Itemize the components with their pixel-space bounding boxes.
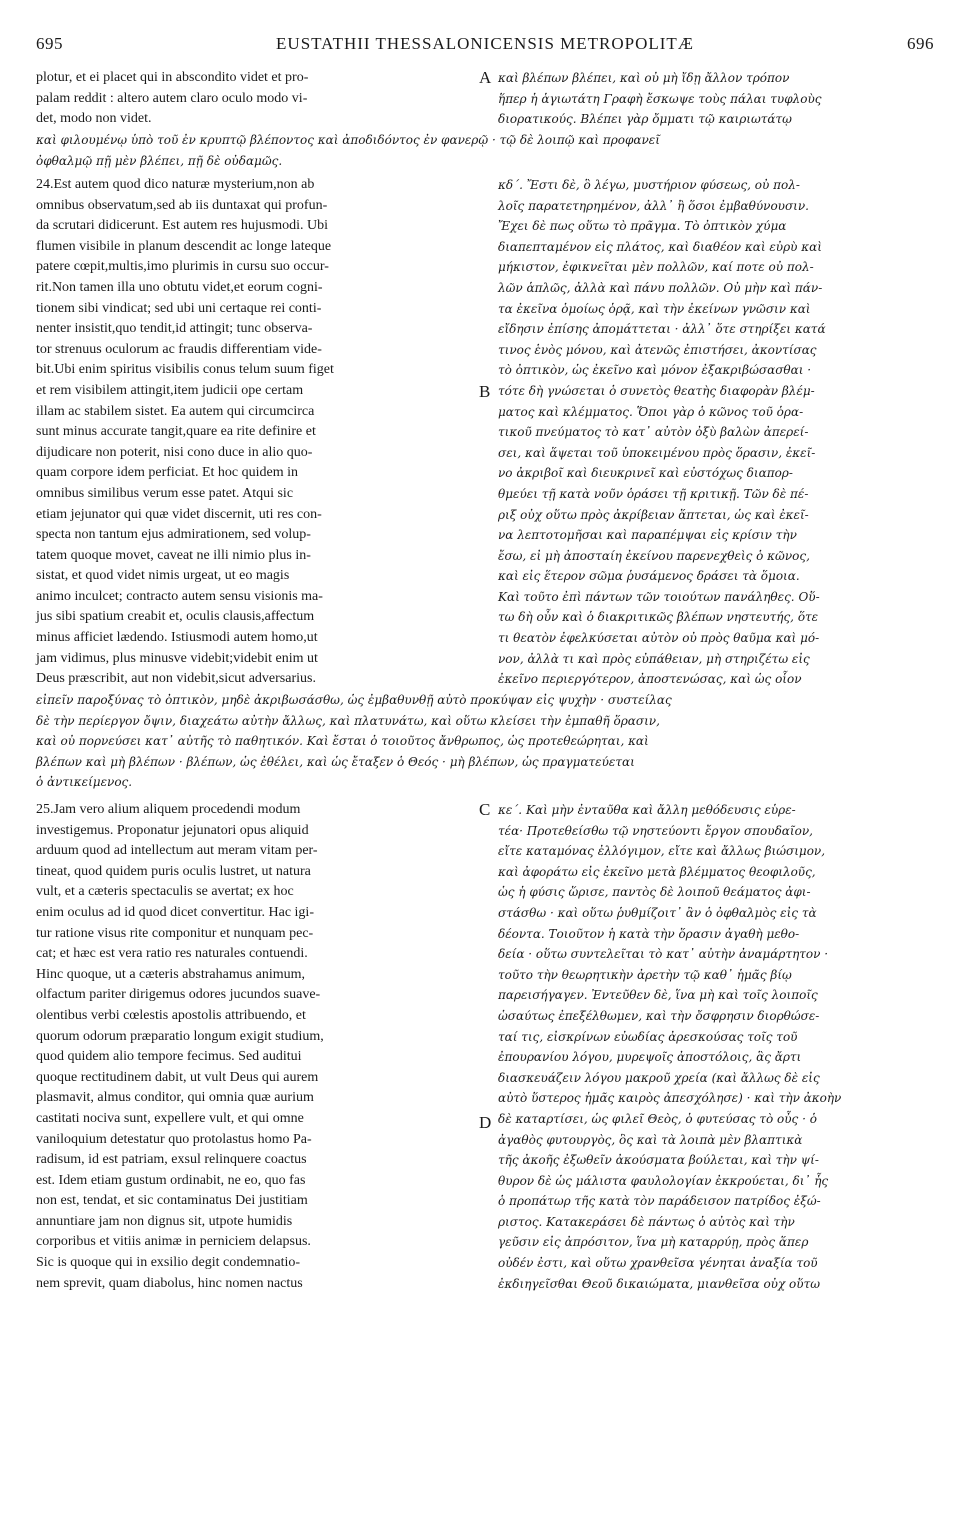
section-marker-a: A — [479, 68, 492, 87]
latin-text-line: radisum, id est patriam, exsul relinquere coactus — [36, 1152, 307, 1168]
greek-text-line: ριστος. Κατακεράσει δὲ πάντως ὁ αὐτὸς καὶ τὴν — [498, 1214, 795, 1229]
greek-text-line: τινος ἑνὸς μόνου, καὶ ἀτενῶς ἐπιστήσει, ἀκοντίσας — [498, 342, 817, 357]
greek-text-line: νο ἀκριβοῖ καὶ διευκρινεῖ καὶ εὐστόχως διαπορ- — [498, 466, 793, 481]
latin-text-line: jus sibi spatium creabit et, oculis clausis,affectum — [36, 609, 315, 625]
latin-column-block-1 — [36, 68, 476, 130]
section-marker-d: D — [479, 1113, 492, 1132]
latin-text-line: sistat, et quod videt nimis urgeat, ut eo magis — [36, 568, 290, 584]
greek-text-line: στάσθω · καὶ οὕτω ῥυθμίζοιτ᾽ ἂν ὁ ὀφθαλμὸς εἰς τὰ — [498, 905, 817, 920]
greek-text-line: λοῖς παρατετηρημένον, ἀλλ᾽ ἢ ὅσοι ἐμβαθύνουσιν. — [498, 198, 809, 213]
latin-text-line: castitati nociva sunt, expellere vult, et qui omne — [36, 1110, 304, 1126]
latin-text-line: est. Idem etiam gustum ordinabit, ne eo, quo fas — [36, 1172, 306, 1188]
latin-text-line: olfactum pariter dirigemus odores jucundos suave- — [36, 987, 321, 1003]
greek-text-line: θμεύει τῇ κατὰ νοῦν ὁράσει τῇ κριτικῇ. Τῶν δὲ πέ- — [498, 486, 809, 501]
page-number-right: 696 — [906, 34, 934, 53]
latin-text-line: bit.Ubi enim spiritus visibilis conus telum suum figet — [36, 362, 334, 378]
latin-text-line: quod quidem alio tempore fecimus. Sed auditui — [36, 1049, 302, 1065]
latin-text-line: enim oculus ad id quod dicet convertitur. Hac igi- — [36, 904, 314, 920]
greek-text-line: τοῦτο τὴν θεωρητικὴν ἀρετὴν τῷ καθ᾽ ἡμᾶς βίῳ — [498, 967, 792, 982]
greek-text-line: τῆς ἀκοῆς ἐξωθεῖν ἀκούσματα βούλεται, καὶ τὴν ψί- — [498, 1153, 819, 1168]
greek-text-line: καὶ ἀφοράτω εἰς ἐκεῖνο μετὰ βλέμματος θεοφιλοῦς, — [498, 864, 816, 879]
greek-text-line: σει, καὶ ἅψεται τοῦ ὑποκειμένου πρὸς ὅρασιν, ἐκεῖ- — [498, 445, 816, 460]
greek-full-width-block-2 — [36, 690, 672, 793]
latin-text-line: vaniloquium detestatur quo protolastus homo Pa- — [36, 1131, 312, 1147]
greek-text-line: ὁ προπάτωρ τῆς κατὰ τὸν παράδεισον πατρίδος ἐξώ- — [498, 1194, 821, 1209]
latin-text-line: quorum odorum præparatio longum exigit studium, — [36, 1028, 324, 1044]
greek-text-line: ἐπουρανίου λόγου, μυρεψοῖς ἀποστόλοις, ἃς ἄρτι — [498, 1050, 802, 1065]
latin-text-line: palam reddit : altero autem claro oculo modo vi- — [36, 90, 308, 106]
greek-text-line: παρεισήγαγεν. Ἐντεῦθεν δὲ, ἵνα μὴ καὶ τοῖς λοιποῖς — [498, 988, 818, 1003]
greek-text-line: τω δὴ οὖν καὶ ὁ διακριτικῶς βλέπων νηστευτής, ὅτε — [498, 610, 819, 625]
latin-text-line: tatem quoque movet, caveat ne illi nimio plus in- — [36, 547, 311, 563]
latin-text-line: patere cœpit,multis,imo plurimis in cursu suo occur- — [36, 259, 329, 275]
greek-text-line: καὶ βλέπων βλέπει, καὶ οὐ μὴ ἴδῃ ἄλλον τρόπον — [498, 71, 790, 85]
latin-text-line: arduum quod ad intellectum aut meram vitam per- — [36, 843, 318, 859]
greek-text-line: νον, ἀλλὰ τι καὶ πρὸς εὐπάθειαν, μὴ στηριζέτω εἰς — [498, 651, 810, 666]
greek-text-line: θυρον δὲ ὡς μάλιστα φαυλολογίαν ἐκκρούεται, δι᾽ ἧς — [498, 1173, 829, 1188]
greek-text-line: γεῦσιν εἰς ἀπρόσιτον, ἵνα μὴ καταρρύῃ, πρὸς ἅπερ — [498, 1235, 809, 1250]
latin-text-line: det, modo non videt. — [36, 111, 152, 127]
greek-full-width-line: ὁ ἀντικείμενος. — [36, 775, 133, 790]
greek-text-line: διαπεπταμένον εἰς πλάτος, καὶ διαθέον καὶ εὐρὺ καὶ — [498, 239, 822, 254]
latin-text-line: plotur, et ei placet qui in abscondito videt et pro- — [36, 70, 309, 85]
latin-text-line: corporibus et vitiis animæ in perniciem delapsus. — [36, 1234, 311, 1250]
greek-column-block-1 — [498, 68, 938, 130]
section-marker-b: B — [479, 382, 491, 401]
greek-text-line: τα ἐκεῖνα ὁμοίως ὁρᾷ, καὶ τὴν ἐκείνων γνῶσιν καὶ — [498, 301, 811, 316]
greek-text-line: ἀγαθὸς φυτουργὸς, ὃς καὶ τὰ λοιπὰ μὲν βλαπτικὰ — [498, 1132, 803, 1147]
greek-text-line: ματος καὶ κλέμματος. Ὅποι γὰρ ὁ κῶνος τοῦ ὁρα- — [498, 404, 804, 419]
greek-text-line: τότε δὴ γνώσεται ὁ συνετὸς θεατὴς διαφορὰν βλέμ- — [498, 383, 815, 398]
greek-text-line: τέα· Προτεθείσθω τῷ νηστεύοντι ἔργον σπουδαῖον, — [498, 823, 813, 838]
latin-text-line: quam corpore idem perficiat. Et hoc quidem in — [36, 465, 299, 481]
latin-text-line: tor strenuus oculorum ac fraudis differentiam vide- — [36, 341, 322, 357]
latin-text-line: annuntiare jam non dignus sit, utpote humidis — [36, 1213, 293, 1229]
greek-text-line: μήκιστον, ἐφικνεῖται μὲν πολλῶν, καί ποτε οὐ πολ- — [498, 260, 814, 275]
greek-text-line: τικοῦ πνεύματος τὸ κατ᾽ αὐτὸν ὀξὺ βαλὼν ἀπερεί- — [498, 425, 809, 440]
greek-column-block-2 — [498, 175, 938, 690]
greek-text-line: δὲ καταρτίσει, ὡς φιλεῖ Θεὸς, ὁ φυτεύσας τὸ οὖς · ὁ — [498, 1111, 817, 1126]
greek-full-width-line: βλέπων καὶ μὴ βλέπων · βλέπων, ὡς ἐθέλει, καὶ ὡς ἔταξεν ὁ Θεός · μὴ βλέπων, ὡς πραγματεύεται — [36, 754, 635, 769]
greek-text-line: ριξ οὐχ οὕτω πρὸς ἀκρίβειαν ἅπτεται, ὡς καὶ ἐκεῖ- — [498, 507, 809, 522]
latin-text-line: specta non tantum ejus admirationem, sed volup- — [36, 527, 311, 543]
latin-text-line: olentibus verbi cœlestis apostolis attribuendo, et — [36, 1007, 306, 1023]
section-marker-c: C — [479, 800, 491, 819]
greek-text-line: διορατικούς. Βλέπει γὰρ ὄμματι τῷ καιριωτάτῳ — [498, 112, 792, 127]
greek-text-line: ταί τις, εἰσκρίνων εὐωδίας ἀρεσκούσας τοῖς τοῦ — [498, 1029, 798, 1044]
latin-text-line: vult, et a cæteris spectaculis se avertat; ex hoc — [36, 884, 294, 900]
latin-text-line: rit.Non tamen illa uno obtutu videt,et eorum cogni- — [36, 279, 323, 295]
latin-text-line: 24.Est autem quod dico naturæ mysterium,non ab — [36, 177, 315, 192]
greek-full-width-line: εἰπεῖν παροξύνας τὸ ὀπτικὸν, μηδὲ ἀκριβωσάσθω, ὡς ἐμβαθυνθῇ αὐτὸ προκύψαν εἰς ψυχὴν · συστείλας — [36, 693, 672, 707]
latin-text-line: etiam jejunator qui quæ videt discernit, uti res con- — [36, 506, 322, 522]
greek-full-width-line: ὀφθαλμῷ πῇ μὲν βλέπει, πῇ δὲ οὐδαμῶς. — [36, 153, 283, 168]
greek-text-line: κδ΄. Ἔστι δὲ, ὃ λέγω, μυστήριον φύσεως, οὐ πολ- — [498, 178, 800, 192]
latin-text-line: flumen visibile in planum descendit ac longe lateque — [36, 238, 332, 254]
latin-text-line: omnibus similibus verum esse patet. Atqui sic — [36, 485, 294, 501]
greek-text-line: Ἔχει δὲ πως οὕτω τὸ πρᾶγμα. Τὸ ὀπτικὸν χύμα — [498, 219, 787, 234]
latin-text-line: Sic is quoque qui in exsilio degit condemnatio- — [36, 1255, 301, 1271]
latin-text-line: cat; et hæc est vera ratio res naturales contuendi. — [36, 946, 308, 962]
latin-text-line: non est, tendat, et sic contaminatus Dei justitiam — [36, 1193, 308, 1209]
latin-text-line: dijudicare non poterit, nisi cono duce in alio quo- — [36, 444, 313, 460]
greek-text-line: τι θεατὸν ἐφελκύσεται αὐτὸν οὐ πρὸς θαῦμα καὶ μό- — [498, 631, 820, 646]
running-title: EUSTATHII THESSALONICENSIS METROPOLITÆ — [276, 34, 694, 53]
latin-text-line: da scrutari didicerunt. Est autem res hujusmodi. Ubi — [36, 218, 328, 234]
greek-text-line: να λεπτοτομῆσαι καὶ παραπέμψαι εἰς κρίσιν τὴν — [498, 528, 797, 543]
latin-text-line: animo inculcet; contracto autem sensu visionis ma- — [36, 588, 323, 604]
latin-text-line: investigemus. Proponatur jejunatori opus aliquid — [36, 822, 309, 838]
latin-text-line: 25.Jam vero alium aliquem procedendi modum — [36, 802, 301, 817]
greek-text-line: Καὶ τοῦτο ἐπὶ πάντων τῶν τοιούτων πανάληθες. Οὕ- — [498, 589, 820, 604]
latin-text-line: tionem sibi vindicat; sed ubi uni certaque rei conti- — [36, 300, 322, 316]
latin-text-line: et rem visibilem attingit,item judicii ope certam — [36, 382, 304, 398]
greek-text-line: κε΄. Καὶ μὴν ἐνταῦθα καὶ ἄλλη μεθόδευσις εὑρε- — [498, 803, 796, 817]
latin-text-line: sunt minus accurate tangit,quare ea rite definire et — [36, 424, 316, 440]
greek-text-line: δεία · οὕτω συντελεῖται τὸ κατ᾽ αὐτὴν ἀναμάρτητον · — [498, 947, 829, 962]
greek-text-line: δέοντα. Τοιοῦτον ἡ κατὰ τὴν ὅρασιν ἀγαθὴ μεθο- — [498, 926, 800, 941]
page-number-left: 695 — [36, 34, 63, 53]
latin-text-line: quoque rectitudinem dabit, ut vult Deus qui aurem — [36, 1069, 319, 1085]
page-header — [36, 34, 934, 54]
greek-column-block-3 — [498, 800, 938, 1294]
greek-text-line: ὡσαύτως ἐπεξέλθωμεν, καὶ τὴν ὄσφρησιν διορθώσε- — [498, 1008, 820, 1023]
greek-text-line: ἥπερ ἡ ἁγιωτάτη Γραφὴ ἔσκωψε τοὺς πάλαι τυφλοὺς — [498, 91, 822, 106]
greek-full-width-block-1 — [36, 130, 660, 171]
greek-text-line: ἔσω, εἰ μὴ ἀποσταίη ἐκείνου παρενεχθεὶς ὁ κῶνος, — [498, 548, 810, 563]
greek-full-width-line: καὶ οὐ πορνεύσει κατ᾽ αὐτῆς τὸ παθητικόν. Καὶ ἔσται ὁ τοιοῦτος ἄνθρωπος, ὡς προτεθεώρηται, καὶ — [36, 734, 649, 749]
latin-text-line: plasmavit, almus conditor, qui omnia quæ aurium — [36, 1090, 314, 1106]
latin-text-line: jam vidimus, plus minusve videbit;videbit enim ut — [36, 650, 318, 666]
greek-text-line: αὐτὸ ὕστερος ἡμᾶς καιρὸς ἀπεσχόλησε) · καὶ τὴν ἀκοὴν — [498, 1091, 842, 1106]
greek-text-line: εἴτε καταμόνας ἐλλόγιμον, εἴτε καὶ ἄλλως βιώσιμον, — [498, 844, 826, 859]
latin-column-block-3 — [36, 800, 476, 1294]
latin-text-line: illam ac stabilem sistet. Ea autem qui circumcirca — [36, 403, 315, 419]
latin-column-block-2 — [36, 175, 476, 690]
greek-text-line: ἐκδιηγεῖσθαι Θεοῦ δικαιώματα, μιανθεῖσα οὐχ οὕτω — [498, 1276, 820, 1291]
greek-text-line: οὐδέν ἐστι, καὶ οὕτω χρανθεῖσα γένηται ἀναξία τοῦ — [498, 1256, 818, 1271]
greek-full-width-line: δὲ τὴν περίεργον ὄψιν, διαχεάτω αὐτὴν ἄλλως, καὶ πλατυνάτω, καὶ οὕτω κλείσει τὴν ἐμπαθῆ ὅρασιν, — [36, 713, 660, 728]
latin-text-line: tur ratione visus rite componitur et nunquam pec- — [36, 925, 314, 941]
latin-text-line: nenter insistit,quo tendit,id attingit; tunc observa- — [36, 321, 313, 337]
latin-text-line: tineat, quod quidem puris oculis lustret, ut natura — [36, 863, 311, 879]
latin-text-line: Deus præscribit, aut non videbit,sicut adversarius. — [36, 671, 316, 687]
greek-text-line: ἐκεῖνο περιεργότερον, ἀποστενώσας, καὶ ὡς οἷον — [498, 672, 802, 687]
greek-text-line: εἴδησιν ἐπίσης ἀπομάττεται · ἀλλ᾽ ὅτε στηρίξει κατά — [498, 322, 826, 337]
greek-text-line: ὡς ἡ φύσις ὥρισε, παντὸς δὲ λοιποῦ θεάματος ἀφι- — [498, 885, 811, 900]
greek-text-line: τὸ ὀπτικὸν, ὡς ἐκεῖνο καὶ μόνον ἐξακριβώσασθαι · — [498, 363, 812, 378]
latin-text-line: omnibus observatum,sed ab iis duntaxat qui profun- — [36, 197, 328, 213]
latin-text-line: nem sprevit, quam diabolus, hinc nomen nactus — [36, 1275, 303, 1291]
latin-text-line: minus afficiet lædendo. Istiusmodi autem homo,ut — [36, 630, 318, 646]
greek-full-width-line: καὶ φιλουμένῳ ὑπὸ τοῦ ἐν κρυπτῷ βλέποντος καὶ ἀποδιδόντος ἐν φανερῷ · τῷ δὲ λοιπῷ καὶ προφανεῖ — [36, 133, 660, 147]
greek-text-line: διασκευάζειν λόγου μακροῦ χρεία (καὶ ἄλλως δὲ εἰς — [498, 1070, 820, 1085]
greek-text-line: λῶν ἁπλῶς, ἀλλὰ καὶ πάνυ πολλῶν. Οὐ μὴν καὶ πάν- — [498, 280, 823, 295]
greek-text-line: καὶ εἰς ἕτερον σῶμα ῥυσάμενος δράσει τὰ ὅμοια. — [498, 569, 800, 584]
latin-text-line: Hinc quoque, ut a cæteris abstrahamus animum, — [36, 966, 306, 982]
